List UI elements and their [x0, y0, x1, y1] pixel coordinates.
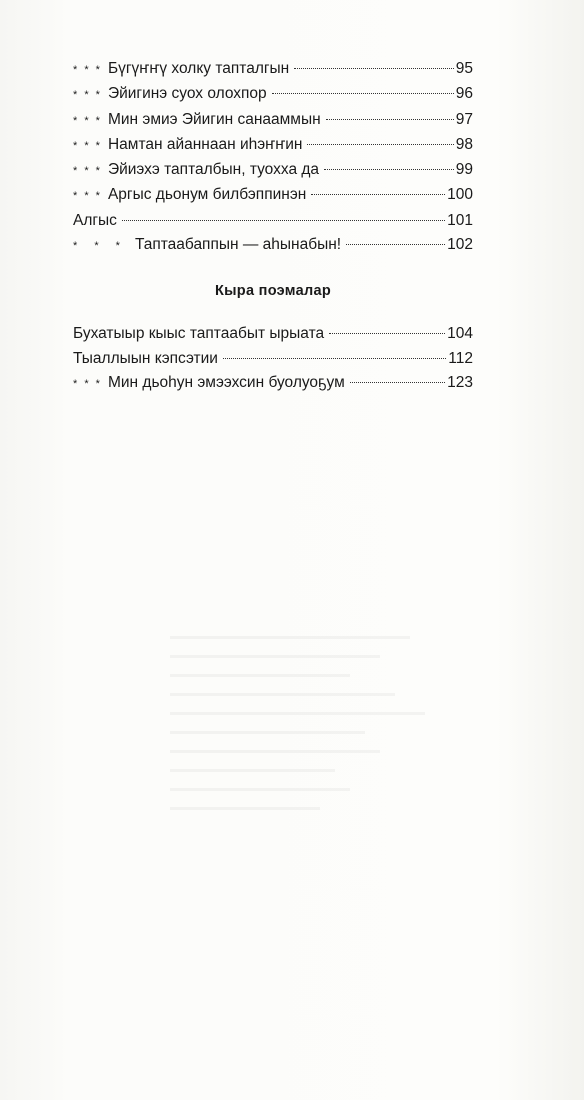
toc-entry[interactable]: [73, 322, 473, 346]
toc-page-number: 100: [447, 186, 473, 204]
toc-page-number: 95: [455, 60, 473, 77]
dot-leader: [307, 144, 453, 145]
toc-stars: * * *: [73, 89, 102, 102]
toc-title: Мин эмиэ Эйигин санааммын: [107, 110, 321, 128]
toc-entry[interactable]: [73, 183, 473, 208]
toc-page-number: 102: [447, 236, 473, 254]
toc-title: Тыаллыын кэпсэтии: [73, 349, 218, 367]
toc-stars: * * *: [73, 139, 102, 152]
toc-page-number: 101: [447, 211, 473, 229]
dot-leader: [272, 93, 454, 94]
toc-entry[interactable]: [73, 133, 473, 158]
toc-title: Таптаабаппын — аһынабын!: [134, 236, 342, 254]
dot-leader: [122, 220, 445, 221]
toc-page-number: 98: [455, 135, 473, 153]
toc-entry[interactable]: [73, 108, 473, 133]
dot-leader: [294, 68, 454, 69]
dot-leader: [326, 119, 454, 120]
dot-leader: [346, 244, 445, 245]
toc-page-number: 123: [447, 373, 473, 391]
toc-entry[interactable]: [73, 233, 473, 258]
toc-entry[interactable]: [73, 371, 473, 396]
toc-entry[interactable]: [73, 82, 473, 107]
dot-leader: [350, 382, 445, 383]
toc-page-number: 97: [455, 110, 473, 128]
toc-title: Бүгүҥҥү холку тапталгын: [107, 60, 290, 77]
toc-title: Бухатыыр кыыс таптаабыт ырыата: [73, 325, 325, 343]
toc-stars: * * *: [73, 64, 102, 76]
toc-stars: * * *: [73, 240, 127, 253]
toc-stars: * * *: [73, 114, 102, 127]
toc-title: Намтан айаннаан иһэҥҥин: [107, 135, 303, 153]
toc-entry[interactable]: [73, 57, 473, 82]
toc-entry[interactable]: [73, 347, 473, 371]
toc-entry[interactable]: [73, 158, 473, 183]
section-heading: Кыра поэмалар: [214, 283, 332, 300]
toc-stars: * * *: [73, 377, 102, 390]
toc-entry[interactable]: [73, 209, 473, 233]
toc-page-number: 112: [448, 349, 473, 367]
dot-leader: [329, 333, 445, 334]
toc-page-number: 99: [455, 161, 473, 179]
toc-stars: * * *: [73, 190, 102, 203]
toc-title: Мин дьоһун эмээхсин буолуоҕум: [107, 373, 345, 391]
toc-title: Эйигинэ суох олохпор: [107, 85, 267, 103]
toc-title: Эйиэхэ тапталбын, туохха да: [107, 161, 320, 179]
toc-page-number: 104: [447, 325, 473, 343]
show-through-text: [170, 620, 470, 1000]
dot-leader: [311, 194, 445, 195]
toc-title: Аргыс дьонум билбэппинэн: [107, 186, 307, 204]
toc-page-number: 96: [455, 85, 473, 103]
toc-stars: * * *: [73, 165, 102, 178]
dot-leader: [324, 169, 454, 170]
dot-leader: [223, 358, 446, 359]
toc-title: Алгыс: [73, 211, 117, 229]
table-of-contents: [73, 57, 473, 396]
